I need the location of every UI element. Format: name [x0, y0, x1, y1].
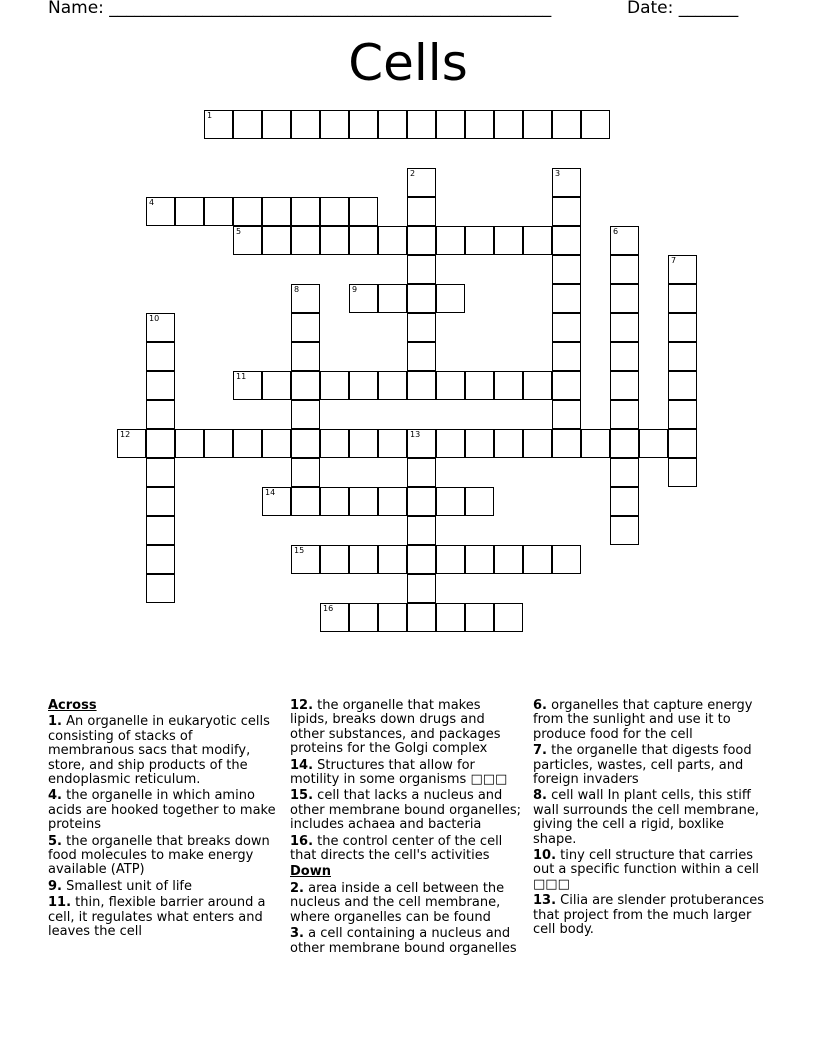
- crossword-cell[interactable]: [291, 110, 320, 139]
- crossword-cell[interactable]: [523, 226, 552, 255]
- crossword-cell[interactable]: [639, 429, 668, 458]
- crossword-cell[interactable]: [175, 197, 204, 226]
- crossword-cell[interactable]: [291, 342, 320, 371]
- crossword-cell[interactable]: [349, 110, 378, 139]
- clue-number-label: 12: [120, 430, 131, 439]
- crossword-cell[interactable]: [378, 545, 407, 574]
- clue-text: organelles that capture energy from the sunlight and use it to produce food for the cell: [533, 698, 753, 742]
- clue-number-label: 8: [294, 285, 300, 294]
- crossword-cell[interactable]: [610, 342, 639, 371]
- crossword-cell[interactable]: [204, 110, 233, 139]
- crossword-cell[interactable]: [233, 110, 262, 139]
- crossword-cell[interactable]: [407, 110, 436, 139]
- clue-number: 10.: [533, 848, 557, 864]
- crossword-cell[interactable]: [146, 458, 175, 487]
- crossword-cell[interactable]: [291, 313, 320, 342]
- crossword-cell[interactable]: [378, 284, 407, 313]
- crossword-cell[interactable]: [436, 429, 465, 458]
- crossword-cell[interactable]: [320, 197, 349, 226]
- crossword-cell[interactable]: [552, 545, 581, 574]
- clue-text: Structures that allow for motility in some organisms □□□: [290, 757, 508, 788]
- crossword-cell[interactable]: [407, 429, 436, 458]
- crossword-cell[interactable]: [146, 400, 175, 429]
- crossword-cell[interactable]: [436, 110, 465, 139]
- crossword-cell[interactable]: [407, 574, 436, 603]
- across-clue: [48, 789, 278, 832]
- crossword-cell[interactable]: [668, 371, 697, 400]
- crossword-cell[interactable]: [436, 226, 465, 255]
- crossword-cell[interactable]: [378, 603, 407, 632]
- crossword-cell[interactable]: [262, 110, 291, 139]
- crossword-cell[interactable]: [262, 197, 291, 226]
- down-clue: [533, 699, 765, 742]
- crossword-cell[interactable]: [407, 226, 436, 255]
- crossword-cell[interactable]: [407, 603, 436, 632]
- crossword-cell[interactable]: [146, 197, 175, 226]
- clue-text: thin, flexible barrier around a cell, it regulates what enters and leaves the cell: [48, 895, 266, 940]
- across-heading: Across: [48, 698, 97, 713]
- crossword-cell[interactable]: [610, 429, 639, 458]
- crossword-cell[interactable]: [233, 226, 262, 255]
- crossword-cell[interactable]: [610, 400, 639, 429]
- clue-number: 4.: [48, 788, 62, 804]
- crossword-cell[interactable]: [291, 458, 320, 487]
- clue-number: 9.: [48, 878, 62, 894]
- crossword-cell[interactable]: [175, 429, 204, 458]
- crossword-cell[interactable]: [523, 371, 552, 400]
- crossword-cell[interactable]: [581, 110, 610, 139]
- crossword-cell[interactable]: [552, 284, 581, 313]
- crossword-cell[interactable]: [610, 371, 639, 400]
- down-clue: [533, 849, 765, 892]
- clue-text: a cell containing a nucleus and other membrane bound organelles: [290, 926, 517, 956]
- crossword-cell[interactable]: [349, 197, 378, 226]
- crossword-cell[interactable]: [610, 458, 639, 487]
- clue-number-label: 2: [410, 169, 416, 178]
- crossword-cell[interactable]: [146, 574, 175, 603]
- crossword-cell[interactable]: [494, 429, 523, 458]
- crossword-cell[interactable]: [349, 226, 378, 255]
- clue-number-label: 13: [410, 430, 421, 439]
- crossword-cell[interactable]: [407, 313, 436, 342]
- crossword-cell[interactable]: [378, 487, 407, 516]
- crossword-cell[interactable]: [552, 168, 581, 197]
- crossword-cell[interactable]: [407, 342, 436, 371]
- crossword-cell[interactable]: [668, 458, 697, 487]
- clue-text: the organelle in which amino acids are hooked together to make proteins: [48, 788, 276, 833]
- crossword-cell[interactable]: [668, 342, 697, 371]
- crossword-cell[interactable]: [233, 429, 262, 458]
- clue-text: cell wall In plant cells, this stiff wall surrounds the cell membrane, giving the cell a rigid, boxlike shape.: [533, 788, 759, 847]
- crossword-cell[interactable]: [552, 342, 581, 371]
- across-clue: [290, 789, 522, 832]
- down-heading: Down: [290, 864, 331, 880]
- across-clue: [290, 835, 522, 864]
- crossword-cell[interactable]: [349, 371, 378, 400]
- crossword-cell[interactable]: [465, 371, 494, 400]
- crossword-cell[interactable]: [320, 226, 349, 255]
- clue-text: the control center of the cell that directs the cell's activities: [290, 833, 503, 864]
- crossword-cell[interactable]: [668, 313, 697, 342]
- crossword-cell[interactable]: [378, 226, 407, 255]
- crossword-cell[interactable]: [610, 516, 639, 545]
- clue-text: the organelle that breaks down food molecules to make energy available (ATP): [48, 833, 270, 878]
- crossword-cell[interactable]: [233, 371, 262, 400]
- clue-number: 7.: [533, 743, 547, 759]
- crossword-cell[interactable]: [465, 487, 494, 516]
- crossword-cell[interactable]: [146, 342, 175, 371]
- clue-number-label: 7: [671, 256, 677, 265]
- crossword-cell[interactable]: [262, 487, 291, 516]
- crossword-cell[interactable]: [117, 429, 146, 458]
- clue-number: 6.: [533, 698, 547, 713]
- crossword-cell[interactable]: [523, 110, 552, 139]
- crossword-cell[interactable]: [668, 429, 697, 458]
- crossword-cell[interactable]: [552, 371, 581, 400]
- across-clue: [48, 896, 278, 939]
- crossword-cell[interactable]: [668, 255, 697, 284]
- crossword-cell[interactable]: [378, 371, 407, 400]
- across-clue: [290, 759, 522, 788]
- across-clue: [290, 699, 522, 757]
- date-field-label: Date: _______: [627, 0, 739, 18]
- crossword-cell[interactable]: [407, 255, 436, 284]
- crossword-cell[interactable]: [320, 371, 349, 400]
- crossword-cell[interactable]: [552, 197, 581, 226]
- crossword-cell[interactable]: [494, 603, 523, 632]
- clue-number: 5.: [48, 833, 62, 849]
- across-clue: [48, 715, 278, 787]
- crossword-cell[interactable]: [262, 371, 291, 400]
- crossword-cell[interactable]: [262, 429, 291, 458]
- crossword-cell[interactable]: [349, 429, 378, 458]
- crossword-cell[interactable]: [349, 487, 378, 516]
- crossword-cell[interactable]: [436, 545, 465, 574]
- crossword-cell[interactable]: [146, 545, 175, 574]
- crossword-cell[interactable]: [146, 371, 175, 400]
- clue-text: tiny cell structure that carries out a specific function within a cell □□□: [533, 848, 760, 892]
- crossword-cell[interactable]: [494, 226, 523, 255]
- clue-text: Smallest unit of life: [66, 878, 193, 894]
- crossword-cell[interactable]: [146, 429, 175, 458]
- crossword-cell[interactable]: [465, 429, 494, 458]
- crossword-cell[interactable]: [204, 429, 233, 458]
- crossword-cell[interactable]: [552, 226, 581, 255]
- clue-text: cell that lacks a nucleus and other membrane bound organelles; includes achaea and bacteria: [290, 788, 521, 833]
- crossword-cell[interactable]: [146, 487, 175, 516]
- crossword-cell[interactable]: [146, 516, 175, 545]
- crossword-cell[interactable]: [407, 458, 436, 487]
- crossword-cell[interactable]: [552, 429, 581, 458]
- crossword-cell[interactable]: [523, 429, 552, 458]
- clue-number-label: 11: [236, 372, 247, 381]
- page-title: Cells: [348, 34, 468, 92]
- clue-number: 8.: [533, 788, 547, 804]
- crossword-cell[interactable]: [291, 284, 320, 313]
- crossword-cell[interactable]: [581, 429, 610, 458]
- clue-text: area inside a cell between the nucleus and the cell membrane, where organelles can be found: [290, 880, 505, 925]
- crossword-cell[interactable]: [668, 400, 697, 429]
- crossword-cell[interactable]: [291, 197, 320, 226]
- crossword-cell[interactable]: [436, 284, 465, 313]
- clues-column-1: [48, 699, 278, 942]
- clue-number: 1.: [48, 714, 62, 730]
- crossword-cell[interactable]: [494, 371, 523, 400]
- crossword-cell[interactable]: [610, 284, 639, 313]
- across-clue: [48, 880, 278, 894]
- clue-text: the organelle that digests food particles, wastes, cell parts, and foreign invaders: [533, 743, 752, 788]
- crossword-cell[interactable]: [378, 429, 407, 458]
- clues-column-3: [533, 699, 765, 940]
- down-clue: [533, 789, 765, 847]
- crossword-cell[interactable]: [494, 110, 523, 139]
- crossword-cell[interactable]: [349, 545, 378, 574]
- crossword-cell[interactable]: [465, 226, 494, 255]
- crossword-cell[interactable]: [407, 545, 436, 574]
- clue-number-label: 6: [613, 227, 619, 236]
- clue-number-label: 4: [149, 198, 155, 207]
- down-clue: [290, 882, 522, 925]
- crossword-cell[interactable]: [407, 516, 436, 545]
- down-clue: [290, 927, 522, 956]
- clue-number-label: 3: [555, 169, 561, 178]
- crossword-cell[interactable]: [610, 226, 639, 255]
- crossword-cell[interactable]: [668, 284, 697, 313]
- crossword-cell[interactable]: [610, 313, 639, 342]
- clue-number: 15.: [290, 788, 314, 804]
- clue-number: 12.: [290, 698, 314, 713]
- crossword-cell[interactable]: [291, 400, 320, 429]
- crossword-cell[interactable]: [552, 400, 581, 429]
- crossword-cell[interactable]: [349, 284, 378, 313]
- crossword-cell[interactable]: [291, 429, 320, 458]
- clue-number: 14.: [290, 757, 314, 773]
- down-clue: [533, 744, 765, 787]
- clue-number: 13.: [533, 893, 557, 909]
- crossword-cell[interactable]: [465, 110, 494, 139]
- crossword-cell[interactable]: [262, 226, 291, 255]
- crossword-cell[interactable]: [407, 197, 436, 226]
- clues-column-2: [290, 699, 522, 958]
- clue-number-label: 5: [236, 227, 242, 236]
- clue-number-label: 15: [294, 546, 305, 555]
- crossword-cell[interactable]: [407, 284, 436, 313]
- crossword-cell[interactable]: [407, 168, 436, 197]
- crossword-cell[interactable]: [320, 603, 349, 632]
- crossword-cell[interactable]: [204, 197, 233, 226]
- crossword-cell[interactable]: [552, 313, 581, 342]
- crossword-cell[interactable]: [378, 110, 407, 139]
- clue-number: 16.: [290, 833, 314, 849]
- crossword-cell[interactable]: [291, 371, 320, 400]
- crossword-cell[interactable]: [494, 545, 523, 574]
- crossword-cell[interactable]: [320, 429, 349, 458]
- clue-text: the organelle that makes lipids, breaks down drugs and other substances, and packages proteins for the Golgi complex: [290, 698, 501, 757]
- crossword-cell[interactable]: [552, 255, 581, 284]
- crossword-cell[interactable]: [320, 487, 349, 516]
- crossword-cell[interactable]: [320, 110, 349, 139]
- crossword-cell[interactable]: [610, 487, 639, 516]
- name-field-label: Name: ____________________________________________________: [48, 0, 552, 18]
- crossword-cell[interactable]: [146, 313, 175, 342]
- crossword-cell[interactable]: [407, 371, 436, 400]
- crossword-cell[interactable]: [291, 226, 320, 255]
- clue-text: Cilia are slender protuberances that project from the much larger cell body.: [533, 893, 765, 938]
- crossword-cell[interactable]: [465, 603, 494, 632]
- clue-number-label: 9: [352, 285, 358, 294]
- clue-number-label: 16: [323, 604, 334, 613]
- crossword-cell[interactable]: [610, 255, 639, 284]
- across-clue: [48, 835, 278, 878]
- clue-number-label: 1: [207, 111, 213, 120]
- crossword-cell[interactable]: [465, 545, 494, 574]
- clue-number: 2.: [290, 880, 304, 896]
- clue-number: 3.: [290, 926, 304, 942]
- crossword-cell[interactable]: [407, 487, 436, 516]
- crossword-cell[interactable]: [523, 545, 552, 574]
- clue-text: An organelle in eukaryotic cells consisting of stacks of membranous sacs that modify, store, and ship products of the endoplasmic reticulum.: [48, 714, 270, 788]
- clue-number-label: 10: [149, 314, 160, 323]
- crossword-cell[interactable]: [436, 371, 465, 400]
- crossword-cell[interactable]: [291, 545, 320, 574]
- crossword-cell[interactable]: [436, 487, 465, 516]
- crossword-cell[interactable]: [552, 110, 581, 139]
- clue-number: 11.: [48, 895, 72, 911]
- clue-number-label: 14: [265, 488, 276, 497]
- crossword-cell[interactable]: [233, 197, 262, 226]
- crossword-cell[interactable]: [320, 545, 349, 574]
- crossword-cell[interactable]: [349, 603, 378, 632]
- crossword-cell[interactable]: [436, 603, 465, 632]
- crossword-cell[interactable]: [291, 487, 320, 516]
- down-clue: [533, 894, 765, 937]
